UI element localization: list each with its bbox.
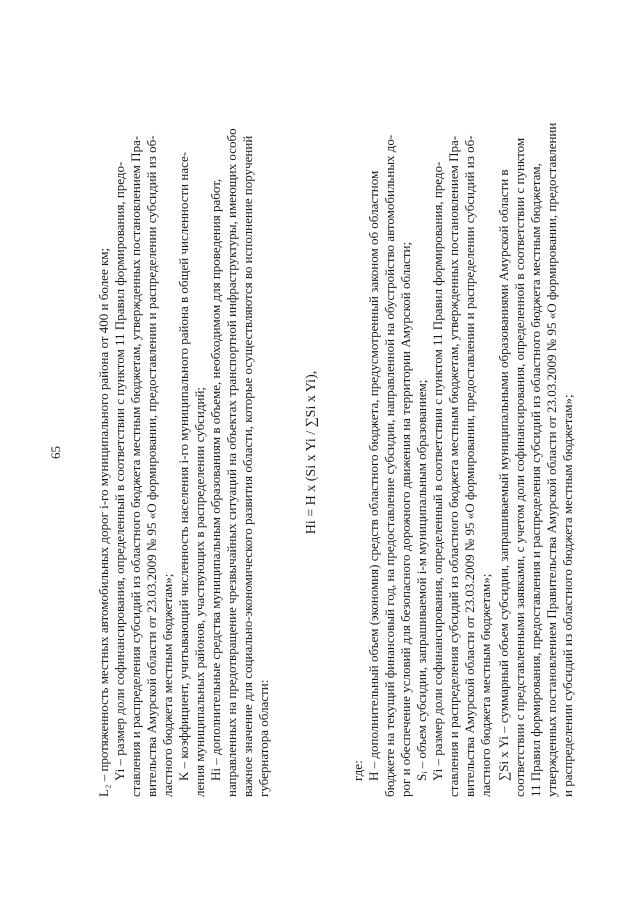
text-line: рог и обеспечение условий для безопасного дорожного движения на территории Амурской области; [398, 241, 413, 797]
text-line: ластного бюджета местным бюджетам»; [478, 573, 493, 797]
text-line: Yi – размер доли софинансирования, определенный в соответствии с пунктом 11 Правил формирования, предо- [430, 161, 445, 781]
formula: Hi = H x (Si x Yi / ∑Si x Yi), [304, 370, 319, 535]
text-line: Yi – размер доли софинансирования, определенный в соответствии с пунктом 11 Правил формирования, предо- [112, 161, 127, 781]
text-line: губернатора области: [256, 679, 271, 797]
text-line: утвержденных постановлением Правительства Амурской области от 23.03.2009 № 95 «О формировании, предоставлении [544, 122, 559, 797]
text-line: ластного бюджета местным бюджетам»; [160, 573, 175, 797]
text-line: важное значение для социально-экономического развития области, которые осуществляются во исполнение поручений [240, 135, 255, 797]
text-line: ∑Si x Yi – суммарный объем субсидии, запрашиваемый муниципальными образованиями Амурской области в [496, 169, 511, 781]
text-line: H – дополнительный объем (экономия) средств областного бюджета, предусмотренный законом об областном [366, 170, 381, 781]
text-line: Sᵢ – объем субсидии, запрашиваемой i-м муниципальным образованием; [414, 379, 429, 781]
page-number: 65 [48, 446, 63, 459]
text-line: вительства Амурской области от 23.03.2009 № 95 «О формировании, предоставлении и распределении субсидий из об- [144, 135, 159, 797]
text-line: ления муниципальных районов, участвующих в распределении субсидий; [192, 386, 207, 797]
text-line: и распределении субсидий из областного бюджета местным бюджетам»; [560, 394, 575, 797]
text-line: K – коэффициент, учитывающий численность населения i-го муниципального района в общей численности насе- [176, 151, 191, 781]
text-line: где: [350, 760, 365, 781]
text-line: L₂ – протяженность местных автомобильных дорог i-го муниципального района от 400 и более км; [96, 247, 111, 797]
text-line: Hi – дополнительные средства муниципальным образованиям в объеме, необходимом для проведения работ, [208, 178, 223, 781]
text-line: 11 Правил формирования, предоставления и распределения субсидий из областного бюджета местным бюджетам, [528, 163, 543, 797]
text-line: направленных на предотвращение чрезвычайных ситуаций на объектах транспортной инфраструктуры, имеющих особо [224, 128, 239, 797]
text-line: ставления и распределения субсидий из областного бюджета местным бюджетам, утвержденных постановлением Пра- [128, 135, 143, 797]
text-line: ставления и распределения субсидий из областного бюджета местным бюджетам, утвержденных постановлением Пра- [446, 135, 461, 797]
text-line: соответствии с представленными заявками, с учетом доли софинансирования, определенной в соответствии с пунктом [512, 137, 527, 797]
text-line: бюджете на текущий финансовый год, на предоставление субсидии, направленной на обустройство автомобильных до- [382, 134, 397, 797]
text-line: вительства Амурской области от 23.03.2009 № 95 «О формировании, предоставлении и распределении субсидий из об- [462, 135, 477, 797]
